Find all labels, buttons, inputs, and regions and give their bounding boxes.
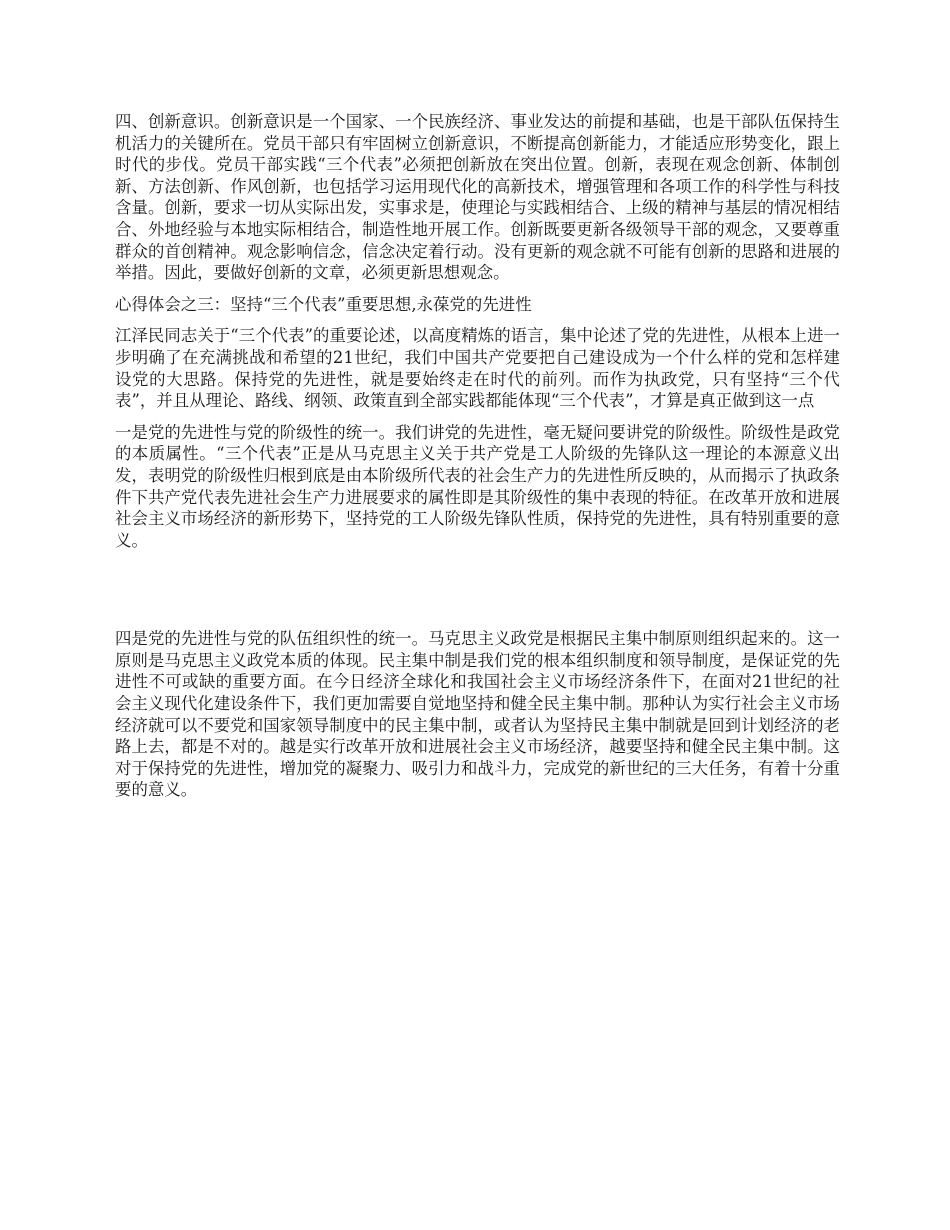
section-heading-3: 心得体会之三：坚持“三个代表”重要思想,永葆党的先进性	[115, 294, 532, 314]
document-body	[115, 111, 840, 811]
paragraph-innovation-awareness: 四、创新意识。创新意识是一个国家、一个民族经济、事业发达的前提和基础，也是干部队伍保持生机活力的关键所在。党员干部只有牢固树立创新意识，不断提高创新能力，才能适应形势变化，跟上时代的步伐。党员干部实践“三个代表”必须把创新放在突出位置。创新，表现在观念创新、体制创新、方法创新、作风创新，也包括学习运用现代化的高新技术，增强管理和各项工作的科学性与科技含量。创新，要求一切从实际出发，实事求是，使理论与实践相结合、上级的精神与基层的情况相结合、外地经验与本地实际相结合，制造性地开展工作。创新既要更新各级领导干部的观念，又要尊重群众的首创精神。观念影响信念，信念决定着行动。没有更新的观念就不可能有创新的思路和进展的举措。因此，要做好创新的文章，必须更新思想观念。	[115, 112, 840, 283]
paragraph-organization: 四是党的先进性与党的队伍组织性的统一。马克思主义政党是根据民主集中制原则组织起来的。这一原则是马克思主义政党本质的体现。民主集中制是我们党的根本组织制度和领导制度，是保证党的先进性不可或缺的重要方面。在今日经济全球化和我国社会主义市场经济条件下，在面对21世纪的社会主义现代化建设条件下，我们更加需要自觉地坚持和健全民主集中制。那种认为实行社会主义市场经济就可以不要党和国家领导制度中的民主集中制，或者认为坚持民主集中制就是回到计划经济的老路上去，都是不对的。越是实行改革开放和进展社会主义市场经济，越要坚持和健全民主集中制。这对于保持党的先进性，增加党的凝聚力、吸引力和战斗力，完成党的新世纪的三大任务，有着十分重要的意义。	[115, 629, 840, 800]
blank-gap	[115, 561, 840, 628]
paragraph-class-nature: 一是党的先进性与党的阶级性的统一。我们讲党的先进性，毫无疑问要讲党的阶级性。阶级性是政党的本质属性。“三个代表”正是从马克思主义关于共产党是工人阶级的先锋队这一理论的本源意义出发，表明党的阶级性归根到底是由本阶级所代表的社会生产力的先进性所反映的，从而揭示了执政条件下共产党代表先进社会生产力进展要求的属性即是其阶级性的集中表现的特征。在改革开放和进展社会主义市场经济的新形势下，坚持党的工人阶级先锋队性质，保持党的先进性，具有特别重要的意义。	[115, 422, 840, 550]
paragraph-three-represents: 江泽民同志关于“三个代表”的重要论述，以高度精炼的语言，集中论述了党的先进性，从根本上进一步明确了在充满挑战和希望的21世纪，我们中国共产党要把自己建设成为一个什么样的党和怎样建设党的大思路。保持党的先进性，就是要始终走在时代的前列。而作为执政党，只有坚持“三个代表”，并且从理论、路线、纲领、政策直到全部实践都能体现“三个代表”，才算是真正做到这一点	[115, 326, 840, 411]
